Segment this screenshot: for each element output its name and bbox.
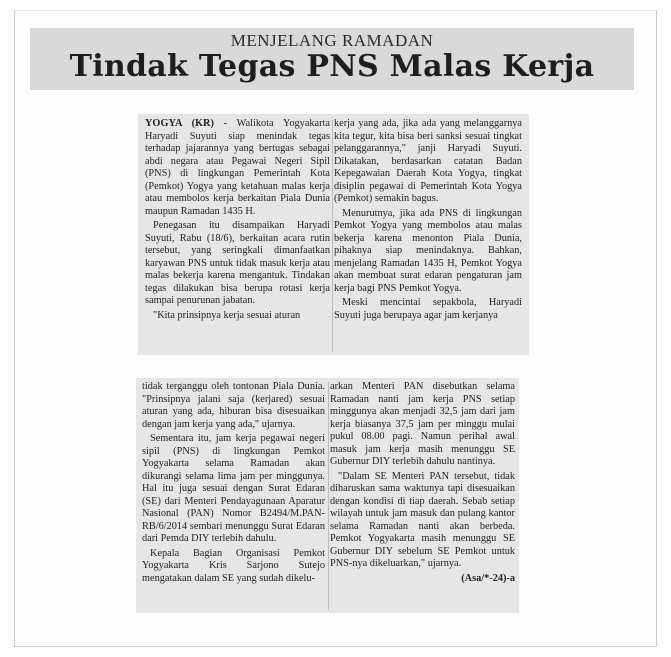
paragraph: Sementara itu, jam kerja pegawai negeri sipil (PNS) di lingkungan Pemkot Yogyakarta selama Ramadan akan dikurangi selama lima jam per minggunya. Hal itu juga sesuai dengan Surat Edaran (SE) dari Menteri Pendayagunaan Aparatur Nasional (PAN) Nomor B2494/M.PAN-RB/6/2014 sembari menunggu Surat Edaran dari Pemda DIY terlebih dahulu. <box>142 433 325 544</box>
paragraph: Kepala Bagian Organisasi Pemkot Yogyakarta Kris Sarjono Sutejo mengatakan dalam SE yang sudah dikelu- <box>142 547 325 584</box>
author-signature: (Asa/*-24)-a <box>461 572 515 584</box>
paragraph: arkan Menteri PAN disebutkan selama Ramadan nanti jam kerja PNS setiap minggunya akan menjadi 32,5 jam dari jam kerja biasanya 37,5 jam per minggu mulai pukul 08.00 pagi. Namun perihal awal masuk jam kerja masih menunggu SE Gubernur DIY terlebih dahulu nantinya. <box>330 381 515 467</box>
text-column-top-right <box>334 118 522 353</box>
paragraph-text: - Walikota Yogyakarta Haryadi Suyuti siap menindak tegas terhadap jajarannya yang bertugas sebagai abdi negara atau Pegawai Negeri Sipil (PNS) di lingkungan Pemerintah Kota (Pemkot) Yogya yang ketahuan malas kerja atau membolos kerja berkaitan Piala Dunia maupun Ramadan 1435 H. <box>145 118 330 217</box>
text-column-bottom-left <box>142 381 325 611</box>
column-rule <box>332 120 333 352</box>
paragraph: "Kita prinsipnya kerja sesuai aturan <box>153 309 301 321</box>
paragraph: Meski mencintai sepakbola, Haryadi Suyuti juga berupaya agar jam kerjanya <box>334 297 522 321</box>
text-column-top-left <box>145 118 330 353</box>
dateline: YOGYA (KR) <box>145 118 214 129</box>
paragraph: tidak terganggu oleh tontonan Piala Dunia. "Prinsipnya jalani saja (kerjared) sesuai aturan yang ada, hiburan bisa disesuaikan dengan jam kerja yang ada," ujarnya. <box>142 381 325 430</box>
paragraph: kerja yang ada, jika ada yang melanggarnya kita tegur, kita bisa beri sanksi sesuai tingkat pelanggarannya," janji Haryadi Suyuti. Dikatakan, berdasarkan catatan Badan Kepegawaian Daerah Kota Yogya, tingkat disiplin pegawai di Pemerintah Kota Yogya (Pemkot) semakin bagus. <box>334 118 522 204</box>
paragraph: Menurutnya, jika ada PNS di lingkungan Pemkot Yogya yang membolos atau malas bekerja karena menonton Piala Dunia, pihaknya siap menindaknya. Bahkan, menjelang Ramadan 1435 H, Pemkot Yogya akan membuat surat edaran pengaturan jam kerja bagi PNS Pemkot Yogya. <box>334 207 522 294</box>
headline: Tindak Tegas PNS Malas Kerja <box>69 49 595 84</box>
paragraph: Penegasan itu disampaikan Haryadi Suyuti, Rabu (18/6), berkaitan acara rutin tersebut, yang seringkali dimanfaatkan karyawan PNS untuk tidak masuk kerja atau malas bekerja karena mengantuk. Tindakan tegas dilakukan bisa berupa rotasi kerja sampai penurunan jabatan. <box>145 220 330 306</box>
column-rule <box>328 382 329 610</box>
kicker: MENJELANG RAMADAN <box>230 31 434 50</box>
text-column-bottom-right <box>330 381 515 611</box>
paragraph <box>145 118 330 218</box>
paragraph: "Dalam SE Menteri PAN tersebut, tidak diharuskan sama waktunya tapi disesuaikan dengan kondisi di tiap daerah. Sebab setiap wilayah untuk jam masuk dan pulang kantor selama Ramadan nanti akan berbeda. Pemkot Yogyakarta masih menunggu SE Gubernur DIY sebelum SE Pemkot untuk PNS-nya dikeluarkan," ujarnya. <box>330 470 515 569</box>
